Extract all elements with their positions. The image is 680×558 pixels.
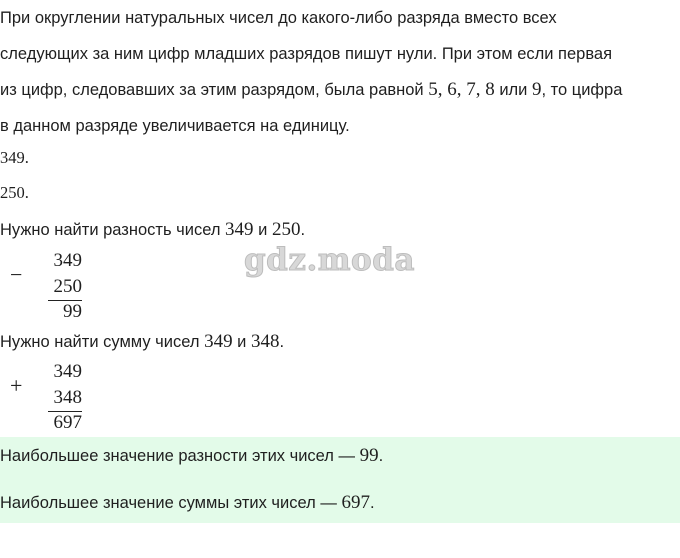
difference-bottom: 250 [53, 276, 82, 297]
difference-operands [48, 248, 82, 300]
sum-operands [48, 359, 82, 411]
rule-digits: 5, 6, 7, 8 [428, 79, 495, 100]
difference-sentence-text: Нужно найти разность чисел [0, 221, 226, 239]
answer-sum-text: Наибольшее значение суммы этих чисел — [0, 494, 342, 512]
answer-sum-end: . [369, 494, 375, 512]
sum-bottom: 348 [53, 387, 82, 408]
difference-result: 99 [63, 301, 82, 322]
answer-difference-end: . [378, 447, 384, 465]
rule-nine: 9 [531, 79, 542, 100]
number-a: 349. [0, 148, 29, 167]
difference-b: 250 [271, 219, 301, 240]
difference-end: . [300, 221, 306, 239]
sum-a: 349 [204, 331, 233, 352]
rule-line-1: При округлении натуральных чисел до какого-либо разряда вместо всех [0, 9, 557, 27]
minus-sign: − [10, 262, 23, 287]
number-b: 250. [0, 183, 29, 202]
answer-difference-text: Наибольшее значение разности этих чисел — [0, 447, 360, 465]
sum-sentence [0, 331, 284, 353]
rule-line-4: в данном разряде увеличивается на единицу. [0, 117, 350, 135]
answer-box [0, 437, 680, 523]
rule-line-3-text: из цифр, следовавших за этим разрядом, была равной [0, 81, 429, 99]
difference-sentence [0, 219, 305, 241]
sum-conj: и [232, 333, 251, 351]
sum-result: 697 [53, 412, 82, 433]
answer-difference [0, 445, 383, 467]
difference-conj: и [253, 221, 272, 239]
watermark-logo: gdz.moda [244, 242, 415, 278]
difference-a: 349 [225, 219, 254, 240]
sum-result-col [48, 410, 82, 436]
rule-line-3-end: , то цифра [541, 81, 623, 99]
rule-line-3 [0, 72, 680, 108]
difference-top: 349 [53, 250, 82, 271]
rule-paragraph [0, 0, 680, 144]
rule-line-2: следующих за ним цифр младших разрядов пишут нули. При этом если первая [0, 45, 613, 63]
sum-sentence-text: Нужно найти сумму чисел [0, 333, 205, 351]
difference-result-col [48, 299, 82, 325]
sum-top: 349 [53, 361, 82, 382]
sum-end: . [279, 333, 285, 351]
sum-b: 348 [250, 331, 280, 352]
rule-or: или [494, 81, 532, 99]
plus-sign: + [10, 373, 23, 398]
answer-sum [0, 492, 375, 514]
answer-difference-value: 99 [359, 445, 379, 466]
answer-sum-value: 697 [341, 492, 370, 513]
